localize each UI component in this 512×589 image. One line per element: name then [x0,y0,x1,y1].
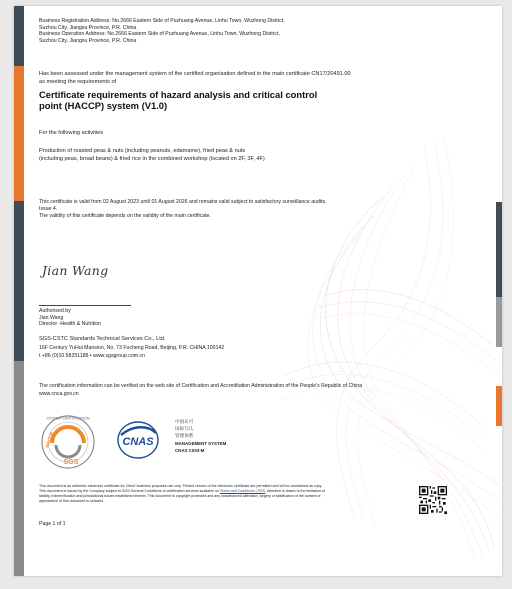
footer-line2-text: This document is issued by the Company subject to SGS General Conditions of certification services available on [39,489,220,493]
footer-line3: liability, indemnification and jurisdictional issues established therein. This document is copyright protected and any unauthorized alteration, forgery or falsification of the content or [39,494,321,498]
verification-statement: The certification information can be verified on the web site of Certification and Accreditation Administration of the People's Republic of China [39,383,363,389]
left-bar-grey [14,361,24,576]
assessment-statement-line2: as meeting the requirements of [39,78,117,85]
standard-title-line2: point (HACCP) system (V1.0) [39,100,168,111]
certificate-page [14,6,502,576]
footer-line4: appearance of this document is unlawful. [39,499,105,503]
haccp-seal-text: HACCP [44,431,55,449]
signatory-name: Jian Wang [39,314,64,321]
cnas-text: CNAS [122,436,154,448]
validity-statement: This certificate is valid from 02 August 2023 until 01 August 2026 and remains valid subject to satisfactory surveillance audits. [39,199,327,205]
cnas-code: CNAS C033-M [175,448,205,453]
signatory-role: Director -Health & Nutrition [39,321,101,327]
left-bar-dark-2 [14,201,24,361]
footer-line2 [39,489,325,493]
issuer-company: SGS-CSTC Standards Technical Services Co., Ltd. [39,336,166,342]
cnas-cn-line1: 中国认可 [175,420,194,425]
issuer-contact: t +86 (0)10 58251188 • www.sgsgroup.com.cn [39,352,145,359]
signature: Jian Wang [42,263,109,278]
standard-title: Certificate requirements of hazard analysis and critical control [39,89,318,100]
cnas-ms-label: MANAGEMENT SYSTEM [175,441,227,446]
accreditation-logos [38,413,258,473]
activities-label: For the following activities [39,130,104,136]
footer-line2-tail: . Attention is drawn to the limitation of [265,489,325,493]
footer-line1: This document is an authentic electronic certificate for Client' business purposes use only. Printed version of the electronic certificate are permitted and will be considered as copy. [39,484,323,488]
cnas-logo-icon [118,422,158,458]
operation-address-line2: Suzhou City, Jiangsu Province, P.R. China [39,37,137,44]
registration-address-line2: Suzhou City, Jiangsu Province, P.R. China [39,24,137,31]
sgs-seal-text: SGS [63,459,79,466]
authorised-by-label: Authorised by [39,308,71,314]
operation-address: Business Operation Address: No.2666 Eastern Side of Puzhuang Avenue, Linhu Town, Wuzhong District, [39,31,280,37]
validity-dependency: The validity of this certificate depends on the validity of the main certificate. [39,213,211,219]
registration-address: Business Registration Address: No.2666 Eastern Side of Puzhuang Avenue, Linhu Town, Wuzhong District, [39,18,285,24]
issue-number: Issue 4. [39,206,58,212]
assessment-statement: Has been assessed under the management system of the certified organisation defined in the main certificate CN17/20491.00 [39,71,351,77]
terms-link[interactable]: Terms and Conditions | SGS [219,489,266,493]
left-bar-dark [14,6,24,66]
signature-line [39,305,131,306]
cnas-cn-line3: 管理体系 [175,434,194,439]
page-number: Page 1 of 1 [39,521,66,527]
activities-scope-line2: (including peas, broad beans) & fried rice in the combined workshop (located on 2F, 3F, 4F) [39,155,265,162]
seal-ring-text: SYSTEM CERTIFICATION [46,416,90,421]
sgs-haccp-seal-icon [42,416,94,468]
cnas-cn-line2: 国际互认 [175,427,194,432]
activities-scope: Production of roasted peas & nuts (including peanuts, edamame), fried peas & nuts [39,148,246,154]
qr-code-icon[interactable] [419,486,447,514]
verification-url[interactable]: www.cnca.gov.cn [39,390,79,397]
issuer-address: 16F Century YuHui Mansion, No. 73 Fucheng Road, Beijing, P.R. CHINA 100142 [39,344,225,351]
